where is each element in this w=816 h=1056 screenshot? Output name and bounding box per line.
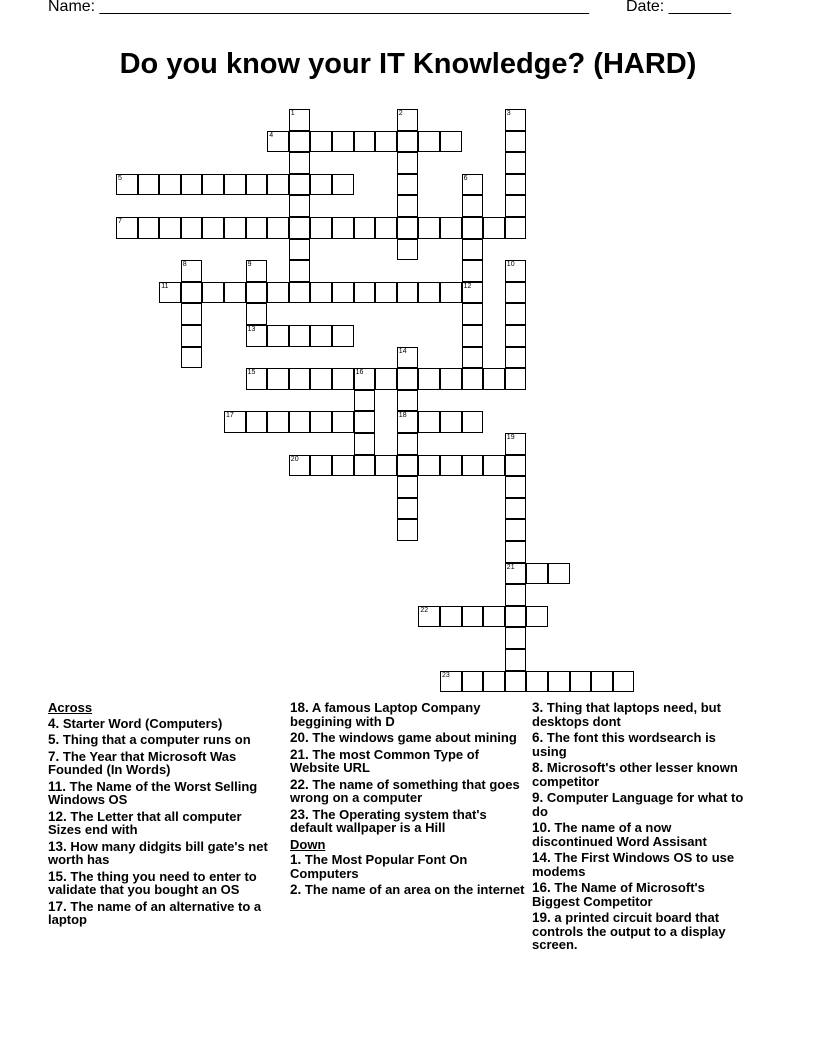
grid-cell[interactable] bbox=[440, 282, 462, 304]
grid-cell[interactable] bbox=[224, 411, 246, 433]
grid-cell[interactable] bbox=[462, 671, 484, 693]
grid-cell[interactable] bbox=[440, 455, 462, 477]
clue-number: 7 bbox=[118, 218, 122, 225]
grid-cell[interactable] bbox=[159, 174, 181, 196]
clue-number: 5 bbox=[118, 174, 122, 182]
grid-cell[interactable] bbox=[570, 671, 592, 693]
grid-cell[interactable] bbox=[354, 131, 376, 153]
clue-down-14: 14. The First Windows OS to use modems bbox=[532, 850, 735, 879]
grid-cell[interactable] bbox=[310, 282, 332, 304]
grid-cell[interactable] bbox=[354, 455, 376, 477]
grid-cell[interactable] bbox=[526, 671, 548, 693]
grid-cell[interactable] bbox=[224, 282, 246, 304]
clue-number: 23 bbox=[442, 671, 450, 679]
puzzle-title: Do you know your IT Knowledge? (HARD) bbox=[119, 48, 697, 80]
grid-cell[interactable] bbox=[181, 347, 203, 369]
grid-cell[interactable] bbox=[418, 455, 440, 477]
clue-across-11: 11. The Name of the Worst Selling Windows OS bbox=[48, 778, 258, 807]
grid-cell[interactable] bbox=[418, 411, 440, 433]
grid-cell[interactable] bbox=[505, 584, 527, 606]
grid-cell[interactable] bbox=[462, 174, 484, 196]
grid-cell[interactable] bbox=[462, 217, 484, 239]
grid-cell[interactable] bbox=[397, 411, 419, 433]
grid-cell[interactable] bbox=[483, 217, 505, 239]
grid-cell[interactable] bbox=[246, 174, 268, 196]
grid-cell[interactable] bbox=[116, 217, 138, 239]
grid-cell[interactable] bbox=[246, 368, 268, 390]
grid-cell[interactable] bbox=[505, 131, 527, 153]
grid-cell[interactable] bbox=[397, 455, 419, 477]
grid-cell[interactable] bbox=[397, 519, 419, 541]
grid-cell[interactable] bbox=[289, 282, 311, 304]
grid-cell[interactable] bbox=[440, 606, 462, 628]
grid-cell[interactable] bbox=[483, 368, 505, 390]
grid-cell[interactable] bbox=[332, 411, 354, 433]
grid-cell[interactable] bbox=[246, 411, 268, 433]
grid-cell[interactable] bbox=[462, 347, 484, 369]
grid-cell[interactable] bbox=[246, 325, 268, 347]
grid-cell[interactable] bbox=[397, 195, 419, 217]
grid-cell[interactable] bbox=[505, 627, 527, 649]
clue-down-9: 9. Computer Language for what to do bbox=[532, 790, 744, 819]
grid-cell[interactable] bbox=[289, 174, 311, 196]
grid-cell[interactable] bbox=[375, 217, 397, 239]
grid-cell[interactable] bbox=[505, 455, 527, 477]
grid-cell[interactable] bbox=[505, 519, 527, 541]
grid-cell[interactable] bbox=[289, 152, 311, 174]
grid-cell[interactable] bbox=[462, 303, 484, 325]
grid-cell[interactable] bbox=[462, 325, 484, 347]
clue-across-20: 20. The windows game about mining bbox=[290, 730, 517, 745]
grid-cell[interactable] bbox=[354, 217, 376, 239]
clue-number: 14 bbox=[398, 347, 407, 355]
grid-cell[interactable] bbox=[526, 606, 548, 628]
clue-number: 8 bbox=[182, 261, 187, 269]
clue-across-22: 22. The name of something that goes wrong on a computer bbox=[290, 776, 520, 805]
grid-cell[interactable] bbox=[375, 282, 397, 304]
grid-cell[interactable] bbox=[116, 174, 138, 196]
grid-cell[interactable] bbox=[289, 195, 311, 217]
grid-cell[interactable] bbox=[505, 606, 527, 628]
clue-across-12: 12. The Letter that all computer Sizes end with bbox=[48, 808, 242, 837]
grid-cell[interactable] bbox=[289, 368, 311, 390]
grid-cell[interactable] bbox=[505, 368, 527, 390]
grid-cell[interactable] bbox=[289, 325, 311, 347]
grid-cell[interactable] bbox=[289, 455, 311, 477]
down-heading: Down bbox=[290, 836, 326, 852]
clue-down-19: 19. a printed circuit board that controls the output to a display screen. bbox=[532, 910, 726, 952]
clue-number: 19 bbox=[506, 434, 515, 441]
grid-cell[interactable] bbox=[310, 368, 332, 390]
clue-down-2: 2. The name of an area on the internet bbox=[290, 882, 525, 897]
clue-number: 15 bbox=[247, 369, 256, 377]
clue-number: 11 bbox=[161, 282, 169, 290]
grid-cell[interactable] bbox=[505, 649, 527, 671]
clue-number: 21 bbox=[506, 563, 515, 571]
grid-cell[interactable] bbox=[505, 109, 527, 131]
grid-cell[interactable] bbox=[181, 174, 203, 196]
grid-cell[interactable] bbox=[332, 325, 354, 347]
grid-cell[interactable] bbox=[505, 303, 527, 325]
grid-cell[interactable] bbox=[375, 455, 397, 477]
grid-cell[interactable] bbox=[246, 282, 268, 304]
grid-cell[interactable] bbox=[181, 282, 203, 304]
grid-cell[interactable] bbox=[440, 368, 462, 390]
grid-cell[interactable] bbox=[462, 260, 484, 282]
grid-cell[interactable] bbox=[505, 282, 527, 304]
clue-across-18: 18. A famous Laptop Company beggining with D bbox=[290, 700, 481, 729]
grid-cell[interactable] bbox=[462, 282, 484, 304]
grid-cell[interactable] bbox=[505, 217, 527, 239]
grid-cell[interactable] bbox=[505, 563, 527, 585]
grid-cell[interactable] bbox=[332, 131, 354, 153]
grid-cell[interactable] bbox=[440, 131, 462, 153]
grid-cell[interactable] bbox=[397, 282, 419, 304]
clue-down-1: 1. The Most Popular Font On Computers bbox=[290, 852, 468, 881]
grid-cell[interactable] bbox=[462, 195, 484, 217]
grid-cell[interactable] bbox=[613, 671, 635, 693]
clue-number: 17 bbox=[226, 412, 234, 420]
clues-column-2 bbox=[290, 701, 525, 900]
clue-number: 10 bbox=[506, 261, 515, 269]
grid-cell[interactable] bbox=[224, 174, 246, 196]
clue-number: 16 bbox=[355, 369, 364, 377]
grid-cell[interactable] bbox=[440, 671, 462, 693]
grid-cell[interactable] bbox=[246, 217, 268, 239]
clue-down-6: 6. The font this wordsearch is using bbox=[532, 730, 716, 759]
grid-cell[interactable] bbox=[505, 174, 527, 196]
clue-number: 4 bbox=[269, 131, 274, 139]
grid-cell[interactable] bbox=[397, 109, 419, 131]
grid-cell[interactable] bbox=[440, 217, 462, 239]
grid-cell[interactable] bbox=[289, 239, 311, 261]
grid-cell[interactable] bbox=[289, 217, 311, 239]
grid-cell[interactable] bbox=[332, 217, 354, 239]
clue-number: 20 bbox=[290, 455, 299, 463]
name-field[interactable]: Name: _______________________________________________________ bbox=[48, 0, 589, 15]
grid-cell[interactable] bbox=[138, 217, 160, 239]
grid-cell[interactable] bbox=[159, 282, 181, 304]
clue-down-8: 8. Microsoft's other lesser known competitor bbox=[532, 760, 738, 789]
grid-cell[interactable] bbox=[462, 455, 484, 477]
clue-number: 2 bbox=[398, 110, 403, 117]
clues-column-1 bbox=[48, 701, 273, 930]
grid-cell[interactable] bbox=[181, 260, 203, 282]
grid-cell[interactable] bbox=[289, 260, 311, 282]
clue-number: 13 bbox=[247, 326, 256, 333]
grid-cell[interactable] bbox=[202, 217, 224, 239]
grid-cell[interactable] bbox=[310, 174, 332, 196]
grid-cell[interactable] bbox=[462, 411, 484, 433]
grid-cell[interactable] bbox=[246, 260, 268, 282]
grid-cell[interactable] bbox=[267, 282, 289, 304]
grid-cell[interactable] bbox=[224, 217, 246, 239]
clue-number: 6 bbox=[463, 174, 468, 182]
grid-cell[interactable] bbox=[505, 325, 527, 347]
grid-cell[interactable] bbox=[397, 131, 419, 153]
clue-across-21: 21. The most Common Type of Website URL bbox=[290, 746, 480, 775]
grid-cell[interactable] bbox=[181, 217, 203, 239]
grid-cell[interactable] bbox=[397, 476, 419, 498]
grid-cell[interactable] bbox=[332, 455, 354, 477]
grid-cell[interactable] bbox=[505, 347, 527, 369]
grid-cell[interactable] bbox=[354, 368, 376, 390]
grid-cell[interactable] bbox=[246, 303, 268, 325]
grid-cell[interactable] bbox=[483, 606, 505, 628]
grid-cell[interactable] bbox=[332, 174, 354, 196]
grid-cell[interactable] bbox=[202, 282, 224, 304]
name-date-line bbox=[48, 0, 748, 20]
grid-cell[interactable] bbox=[462, 239, 484, 261]
clue-down-16: 16. The Name of Microsoft's Biggest Competitor bbox=[532, 880, 705, 909]
grid-cell[interactable] bbox=[267, 174, 289, 196]
grid-cell[interactable] bbox=[505, 152, 527, 174]
grid-cell[interactable] bbox=[289, 131, 311, 153]
clue-number: 9 bbox=[247, 261, 252, 269]
grid-cell[interactable] bbox=[267, 131, 289, 153]
grid-cell[interactable] bbox=[267, 368, 289, 390]
grid-cell[interactable] bbox=[483, 455, 505, 477]
grid-cell[interactable] bbox=[267, 217, 289, 239]
grid-cell[interactable] bbox=[267, 325, 289, 347]
grid-cell[interactable] bbox=[462, 368, 484, 390]
grid-cell[interactable] bbox=[267, 411, 289, 433]
clue-across-5: 5. Thing that a computer runs on bbox=[48, 732, 251, 747]
grid-cell[interactable] bbox=[310, 131, 332, 153]
grid-cell[interactable] bbox=[418, 217, 440, 239]
clue-across-13: 13. How many didgits bill gate's net worth has bbox=[48, 838, 268, 867]
grid-cell[interactable] bbox=[397, 368, 419, 390]
grid-cell[interactable] bbox=[505, 260, 527, 282]
grid-cell[interactable] bbox=[440, 411, 462, 433]
clue-number: 1 bbox=[290, 110, 295, 117]
grid-cell[interactable] bbox=[505, 476, 527, 498]
grid-cell[interactable] bbox=[418, 368, 440, 390]
clue-down-3: 3. Thing that laptops need, but desktops dont bbox=[532, 700, 721, 729]
grid-cell[interactable] bbox=[181, 303, 203, 325]
grid-cell[interactable] bbox=[418, 131, 440, 153]
grid-cell[interactable] bbox=[548, 563, 570, 585]
grid-cell[interactable] bbox=[354, 282, 376, 304]
clue-across-7: 7. The Year that Microsoft Was Founded (In Words) bbox=[48, 748, 237, 777]
grid-cell[interactable] bbox=[332, 282, 354, 304]
grid-cell[interactable] bbox=[505, 195, 527, 217]
grid-cell[interactable] bbox=[397, 433, 419, 455]
grid-cell[interactable] bbox=[462, 606, 484, 628]
grid-cell[interactable] bbox=[505, 541, 527, 563]
grid-cell[interactable] bbox=[138, 174, 160, 196]
grid-cell[interactable] bbox=[483, 671, 505, 693]
grid-cell[interactable] bbox=[397, 217, 419, 239]
grid-cell[interactable] bbox=[289, 109, 311, 131]
across-heading: Across bbox=[48, 700, 93, 715]
clues-column-3 bbox=[532, 701, 747, 955]
grid-cell[interactable] bbox=[418, 606, 440, 628]
clue-across-4: 4. Starter Word (Computers) bbox=[48, 715, 223, 731]
clue-number: 12 bbox=[463, 282, 472, 290]
clue-number: 22 bbox=[420, 606, 429, 614]
clue-across-17: 17. The name of an alternative to a laptop bbox=[48, 898, 262, 927]
grid-cell[interactable] bbox=[354, 390, 376, 412]
grid-cell[interactable] bbox=[375, 131, 397, 153]
clue-across-23: 23. The Operating system that's default wallpaper is a Hill bbox=[290, 806, 487, 835]
grid-cell[interactable] bbox=[397, 174, 419, 196]
grid-cell[interactable] bbox=[397, 390, 419, 412]
grid-cell[interactable] bbox=[548, 671, 570, 693]
clue-across-15: 15. The thing you need to enter to validate that you bought an OS bbox=[48, 868, 257, 897]
grid-cell[interactable] bbox=[332, 368, 354, 390]
grid-cell[interactable] bbox=[202, 174, 224, 196]
clue-number: 18 bbox=[398, 412, 407, 420]
grid-cell[interactable] bbox=[526, 563, 548, 585]
grid-cell[interactable] bbox=[159, 217, 181, 239]
date-field[interactable]: Date: _______ bbox=[626, 0, 731, 15]
grid-cell[interactable] bbox=[310, 217, 332, 239]
grid-cell[interactable] bbox=[397, 152, 419, 174]
grid-cell[interactable] bbox=[289, 411, 311, 433]
grid-cell[interactable] bbox=[397, 239, 419, 261]
grid-cell[interactable] bbox=[591, 671, 613, 693]
grid-cell[interactable] bbox=[505, 671, 527, 693]
grid-cell[interactable] bbox=[310, 325, 332, 347]
grid-cell[interactable] bbox=[397, 347, 419, 369]
grid-cell[interactable] bbox=[505, 498, 527, 520]
grid-cell[interactable] bbox=[418, 282, 440, 304]
grid-cell[interactable] bbox=[310, 411, 332, 433]
grid-cell[interactable] bbox=[375, 368, 397, 390]
grid-cell[interactable] bbox=[354, 433, 376, 455]
grid-cell[interactable] bbox=[310, 455, 332, 477]
grid-cell[interactable] bbox=[181, 325, 203, 347]
grid-cell[interactable] bbox=[505, 433, 527, 455]
grid-cell[interactable] bbox=[354, 411, 376, 433]
clue-down-10: 10. The name of a now discontinued Word Assisant bbox=[532, 820, 707, 849]
clue-number: 3 bbox=[506, 110, 511, 117]
grid-cell[interactable] bbox=[397, 498, 419, 520]
